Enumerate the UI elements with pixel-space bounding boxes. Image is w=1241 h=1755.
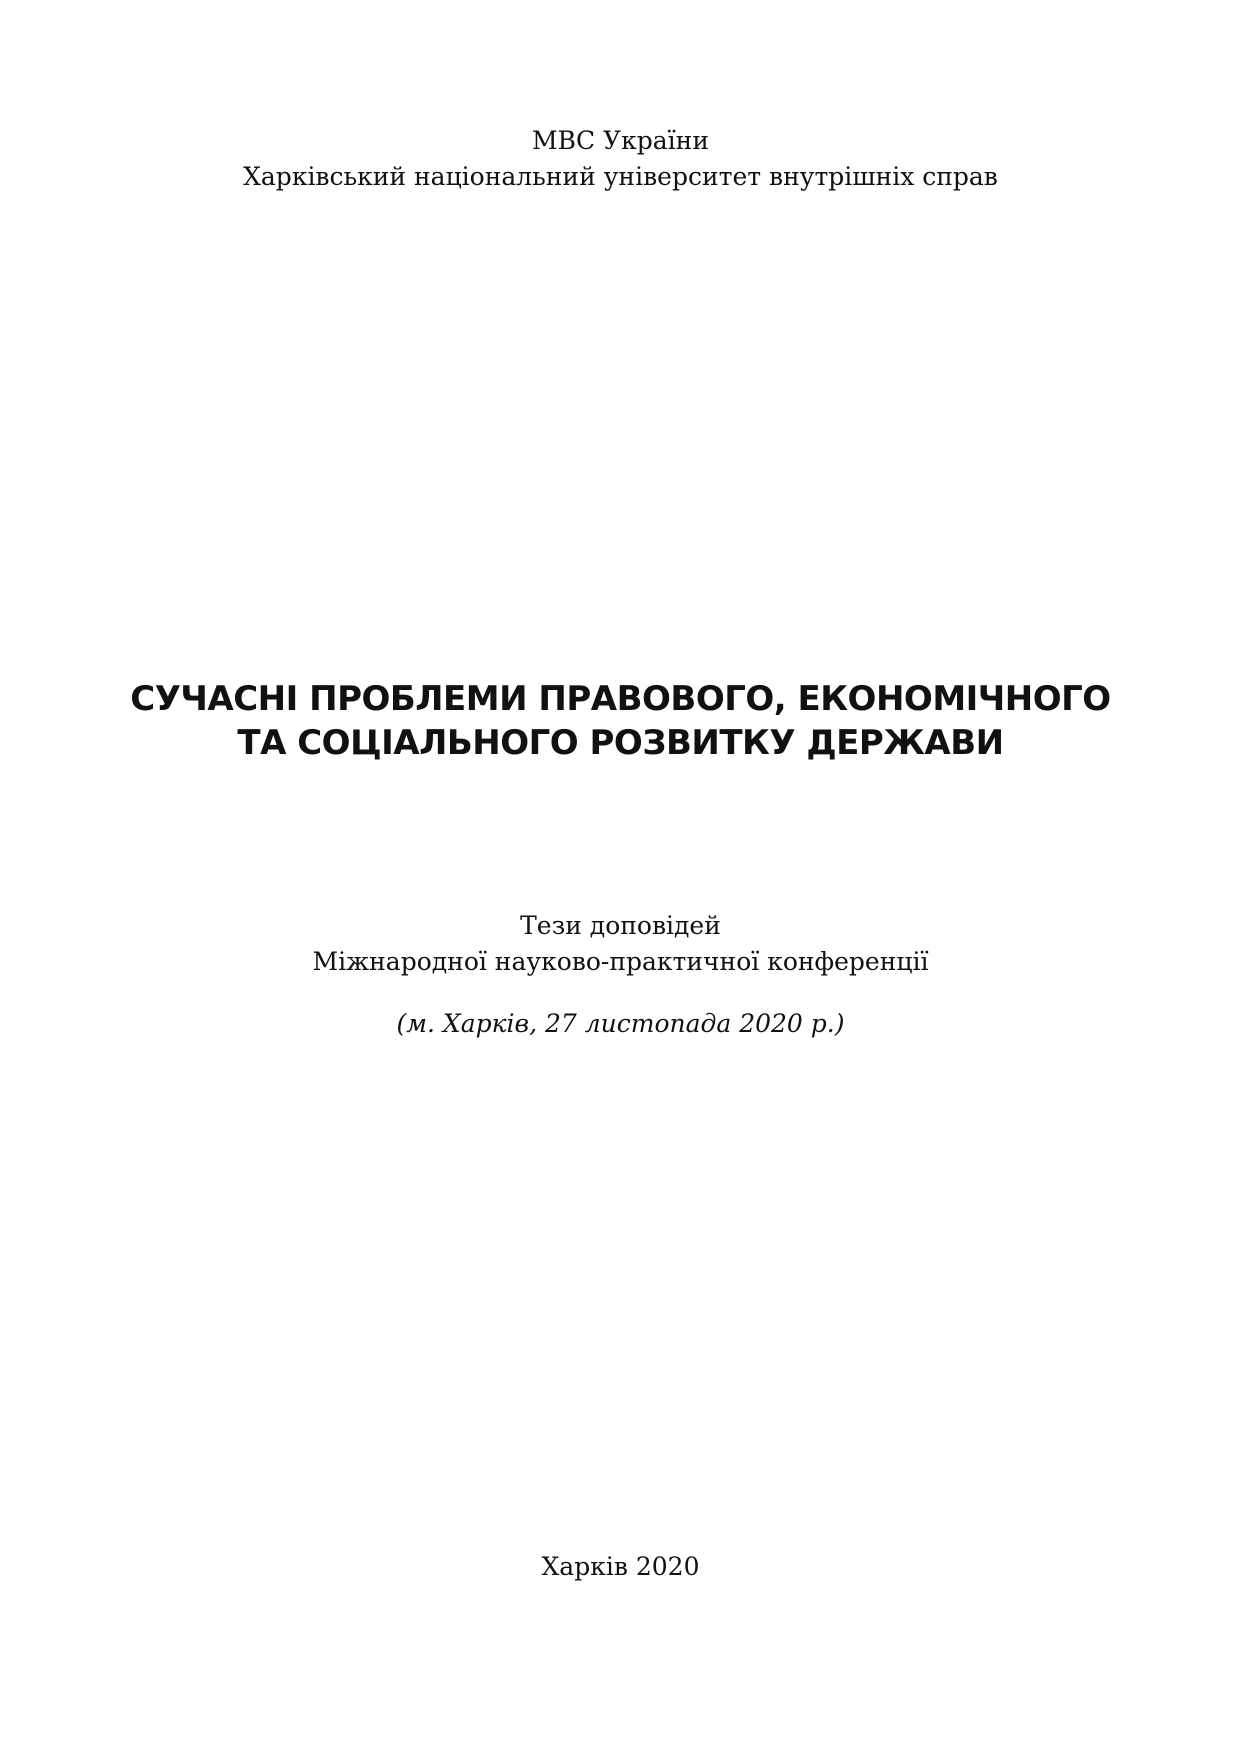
footer-block	[0, 1549, 1241, 1585]
title-line-2: ТА СОЦІАЛЬНОГО РОЗВИТКУ ДЕРЖАВИ	[237, 723, 1004, 763]
document-title	[0, 677, 1241, 765]
conference-date	[0, 1006, 1241, 1042]
place-year: Харків 2020	[541, 1552, 700, 1581]
ministry-name: МВС України	[532, 126, 709, 155]
subtitle-line-2: Міжнародної науково-практичної конференції	[312, 947, 929, 976]
title-line-1: СУЧАСНІ ПРОБЛЕМИ ПРАВОВОГО, ЕКОНОМІЧНОГО	[130, 679, 1111, 719]
header-block	[0, 123, 1241, 195]
university-name: Харківський національний університет внутрішніх справ	[243, 162, 998, 191]
conference-date-text: (м. Харків, 27 листопада 2020 р.)	[396, 1009, 845, 1038]
subtitle-block	[0, 908, 1241, 980]
subtitle-line-1: Тези доповідей	[520, 911, 721, 940]
